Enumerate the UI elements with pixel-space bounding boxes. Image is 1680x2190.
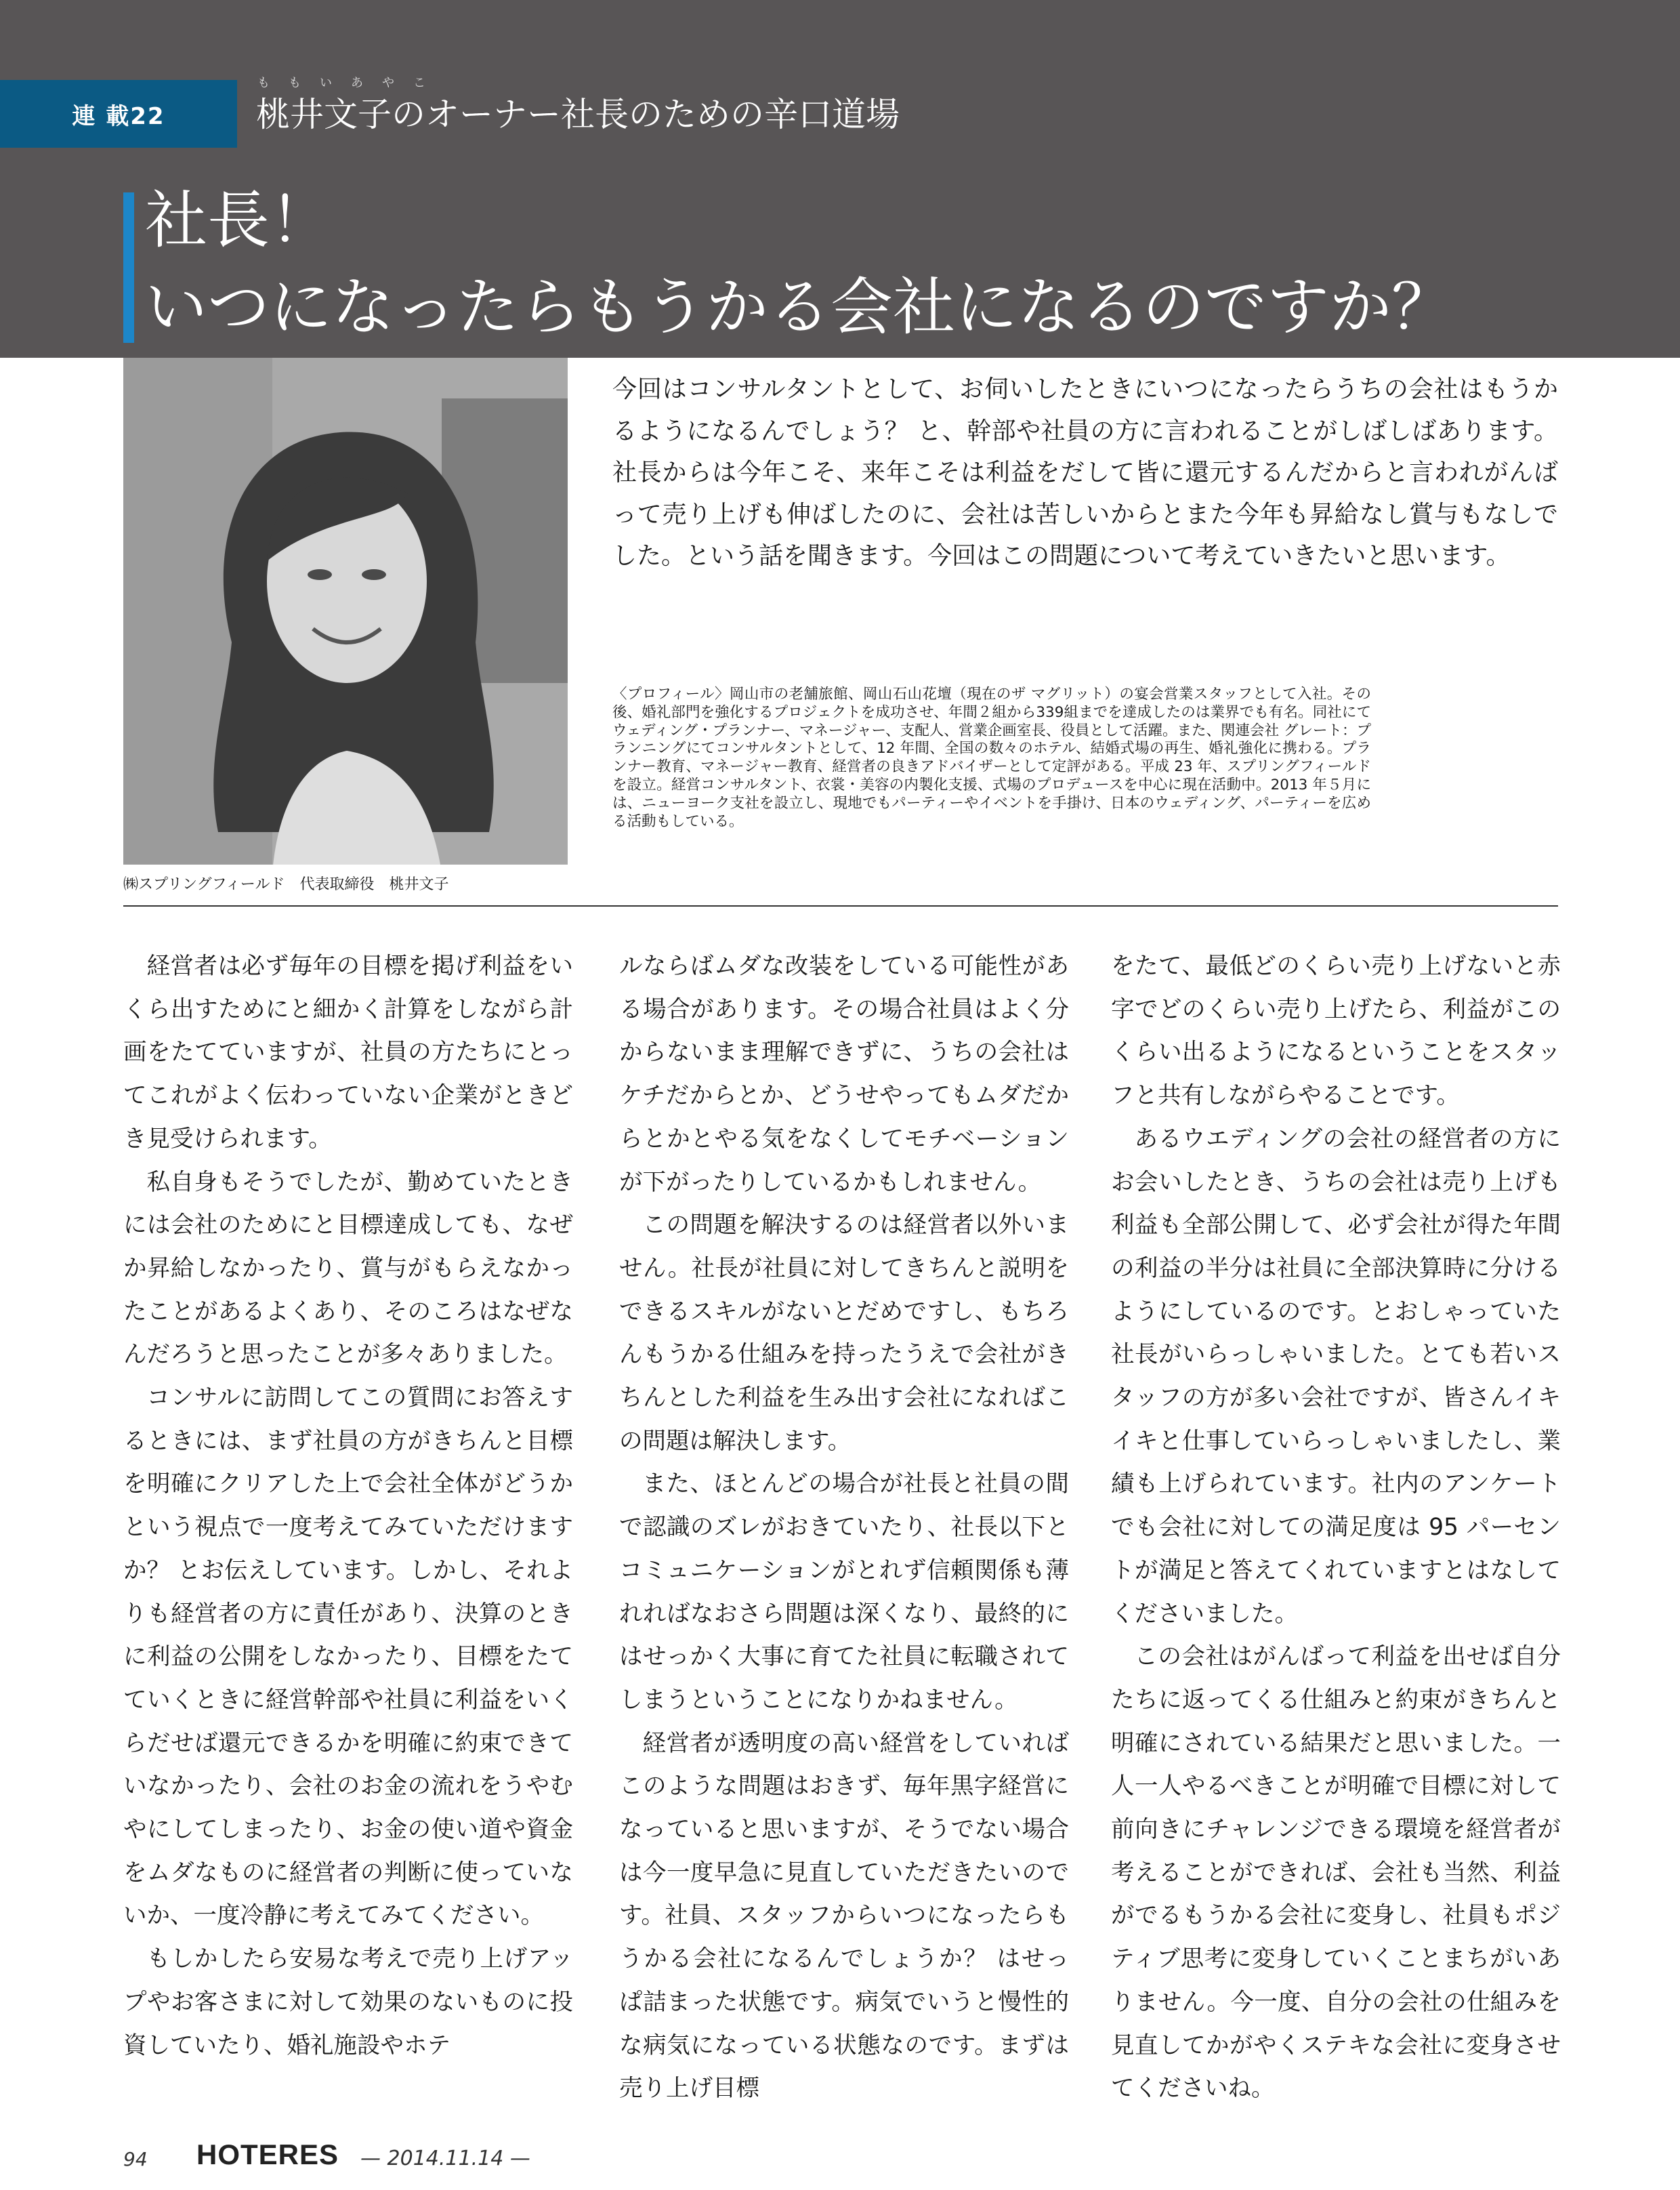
- body-paragraph: また、ほとんどの場合が社長と社員の間で認識のズレがおきていたり、社長以下とコミュニケーションがとれず信頼関係も薄れればなおさら問題は深くなり、最終的にはせっかく大事に育てた社員に転職されてしまうということになりかねません。: [619, 1470, 1069, 1714]
- magazine-brand: HOTERES: [196, 2139, 339, 2170]
- series-label: 連 載22: [0, 80, 237, 148]
- photo-caption: ㈱スプリングフィールド 代表取締役 桃井文子: [123, 876, 449, 893]
- series-ruby: ももいあやこ: [257, 76, 444, 90]
- main-title-line1: 社長！: [145, 184, 333, 257]
- body-paragraph: ルならばムダな改装をしている可能性がある場合があります。その場合社員はよく分からないまま理解できずに、うちの会社はケチだからとか、どうせやってもムダだからとかとやる気をなくしてモチベーションが下がったりしているかもしれません。: [619, 953, 1069, 1196]
- section-divider: [123, 905, 1558, 907]
- author-profile: 〈プロフィール〉岡山市の老舗旅館、岡山石山花壇（現在のザ マグリット）の宴会営業スタッフとして入社。その後、婚礼部門を強化するプロジェクトを成功させ、年間２組から339組までを達成したのは業界でも有名。同社にてウェディング・プランナー、マネージャー、支配人、営業企画室長、役員として活躍。また、関連会社 グレート：プランニングにてコンサルタントとして、12 年間、全国の数々のホテル、結婚式場の再生、婚礼強化に携わる。プランナー教育、マネージャー教育、経営者の良きアドバイザーとして定評がある。平成 23 年、スプリングフィールドを設立。経営コンサルタント、衣裳・美容の内製化支援、式場のプロデュースを中心に現在活動中。2013 年５月には、ニューヨーク支社を設立し、現地でもパーティーやイベントを手掛け、日本のウェディング、パーティーを広める活動もしている。: [612, 686, 1371, 830]
- body-paragraph: 経営者は必ず毎年の目標を掲げ利益をいくら出すためにと細かく計算をしながら計画をたてていますが、社員の方たちにとってこれがよく伝わっていない企業がときどき見受けられます。: [123, 953, 573, 1153]
- body-column-3: [1111, 945, 1561, 2111]
- body-column-2: [619, 945, 1069, 2111]
- portrait-photo: [123, 358, 568, 865]
- page-number: 94: [123, 2148, 148, 2170]
- body-paragraph: をたて、最低どのくらい売り上げないと赤字でどのくらい売り上げたら、利益がこのくらい出るようになるということをスタッフと共有しながらやることです。: [1111, 953, 1561, 1110]
- body-paragraph: この問題を解決するのは経営者以外いません。社長が社員に対してきちんと説明をできるスキルがないとだめですし、もちろんもうかる仕組みを持ったうえで会社がきちんとした利益を生み出す会社になればこの問題は解決します。: [619, 1212, 1069, 1455]
- body-paragraph: あるウエディングの会社の経営者の方にお会いしたとき、うちの会社は売り上げも利益も全部公開して、必ず会社が得た年間の利益の半分は社員に全部決算時に分けるようにしているのです。とおしゃっていた社長がいらっしゃいました。とても若いスタッフの方が多い会社ですが、皆さんイキイキと仕事していらっしゃいましたし、業績も上げられています。社内のアンケートでも会社に対しての満足度は 95 パーセントが満足と答えてくれていますとはなしてくださいました。: [1111, 1125, 1561, 1628]
- main-title: [145, 178, 1635, 351]
- lead-paragraph: 今回はコンサルタントとして、お伺いしたときにいつになったらうちの会社はもうかるようになるんでしょう？ と、幹部や社員の方に言われることがしばしばあります。社長からは今年こそ、来年こそは利益をだして皆に還元するんだからと言われがんばって売り上げも伸ばしたのに、会社は苦しいからとまた今年も昇給なし賞与もなしでした。という話を聞きます。今回はこの問題について考えていきたいと思います。: [612, 375, 1558, 570]
- title-accent-bar: [123, 192, 134, 343]
- portrait-illustration: [123, 358, 568, 865]
- body-paragraph: もしかしたら安易な考えで売り上げアップやお客さまに対して効果のないものに投資していたり、婚礼施設やホテ: [123, 1945, 573, 2059]
- issue-date: — 2014.11.14 —: [360, 2147, 530, 2170]
- body-column-1: [123, 945, 573, 2067]
- body-paragraph: コンサルに訪問してこの質問にお答えするときには、まず社員の方がきちんと目標を明確にクリアした上で会社全体がどうかという視点で一度考えてみていただけますか？ とお伝えしています。しかし、それよりも経営者の方に責任があり、決算のときに利益の公開をしなかったり、目標をたてていくときに経営幹部や社員に利益をいくらだせば還元できるかを明確に約束できていなかったり、会社のお金の流れをうやむやにしてしまったり、お金の使い道や資金をムダなものに経営者の判断に使っていないか、一度冷静に考えてみてください。: [123, 1384, 573, 1930]
- main-title-line2: いつになったらもうかる会社になるのですか？: [145, 271, 1454, 344]
- body-paragraph: この会社はがんばって利益を出せば自分たちに返ってくる仕組みと約束がきちんと明確にされている結果だと思いました。一人一人やるべきことが明確で目標に対して前向きにチャレンジできる環境を経営者が考えることができれば、会社も当然、利益がでるもうかる会社に変身し、社員もポジティブ思考に変身していくことまちがいありません。今一度、自分の会社の仕組みを見直してかがやくステキな会社に変身させてくださいね。: [1111, 1643, 1561, 2103]
- body-paragraph: 経営者が透明度の高い経営をしていればこのような問題はおきず、毎年黒字経営になっていると思いますが、そうでない場合は今一度早急に見直していただきたいのです。社員、スタッフからいつになったらもうかる会社になるんでしょうか？ はせっぱ詰まった状態です。病気でいうと慢性的な病気になっている状態なのです。まずは売り上げ目標: [619, 1729, 1069, 2103]
- series-title: 桃井文子のオーナー社長のための辛口道場: [256, 95, 900, 134]
- body-paragraph: 私自身もそうでしたが、勤めていたときには会社のためにと目標達成しても、なぜか昇給しなかったり、賞与がもらえなかったことがあるよくあり、そのころはなぜなんだろうと思ったことが多々ありました。: [123, 1168, 573, 1369]
